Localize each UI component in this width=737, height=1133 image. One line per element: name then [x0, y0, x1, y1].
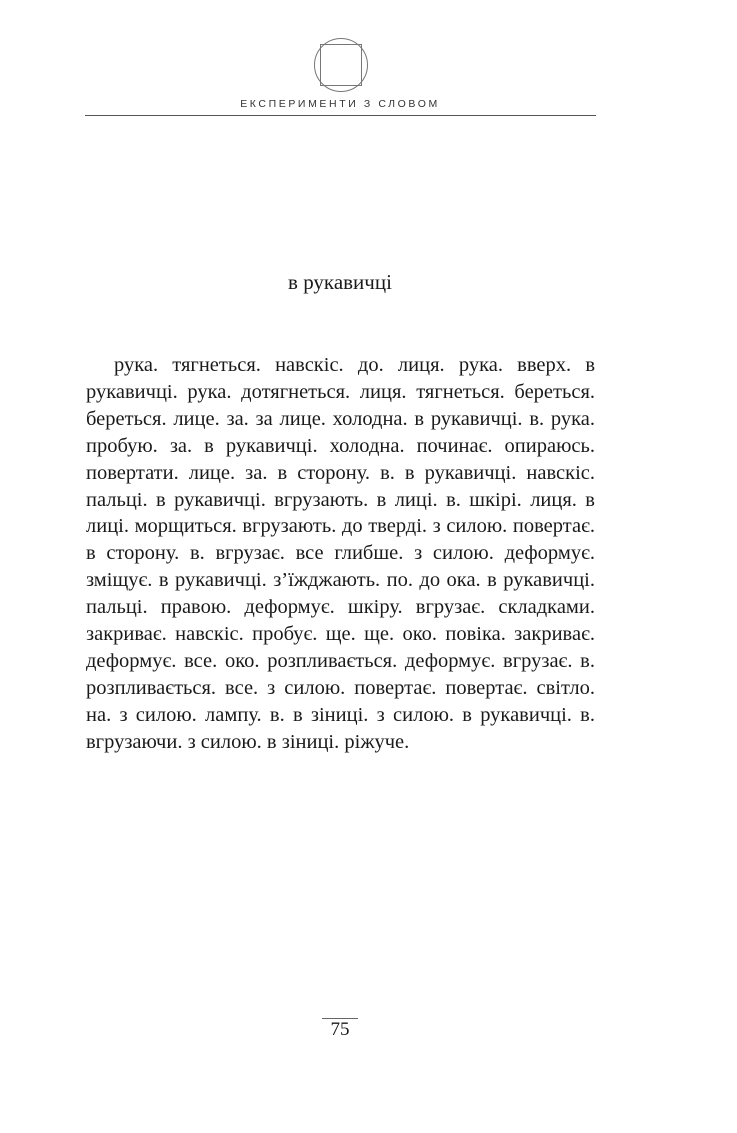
- page-number: 75: [330, 1019, 350, 1040]
- poem-body: [86, 352, 595, 756]
- poem-paragraph: рука. тягнеться. навскіс. до. лиця. рука. вверх. в рукавичці. рука. дотягнеться. лиця. тягнеться. береться. береться. лице. за. за лице. холодна. в рукавичці. в. рука. пробую. за. в рукавичці. холодна. починає. опираюсь. повертати. лице. за. в сторону. в. в рукавичці. навскіс. пальці. в рукавичці. вгрузають. в лиці. в. шкірі. лиця. в лиці. морщиться. вгрузають. до тверді. з силою. повертає. в сторону. в. вгрузає. все глибше. з силою. деформує. зміщує. в рукавичці. з’їжджають. по. до ока. в рукавичці. пальці. правою. деформує. шкіру. вгрузає. складками. закриває. навскіс. пробує. ще. ще. око. повіка. закриває. деформує. все. око. розпливається. деформує. вгрузає. в. розпливається. все. з силою. повертає. повертає. світло. на. з силою. лампу. в. в зіниці. з силою. в рукавичці. в. вгрузаючи. з силою. в зіниці. ріжуче.: [86, 354, 595, 753]
- header-rule: [85, 115, 596, 116]
- circle-square-logo-icon: [313, 37, 369, 93]
- poem-title: в рукавичці: [288, 270, 392, 294]
- running-head: ЕКСПЕРИМЕНТИ З СЛОВОМ: [240, 98, 440, 110]
